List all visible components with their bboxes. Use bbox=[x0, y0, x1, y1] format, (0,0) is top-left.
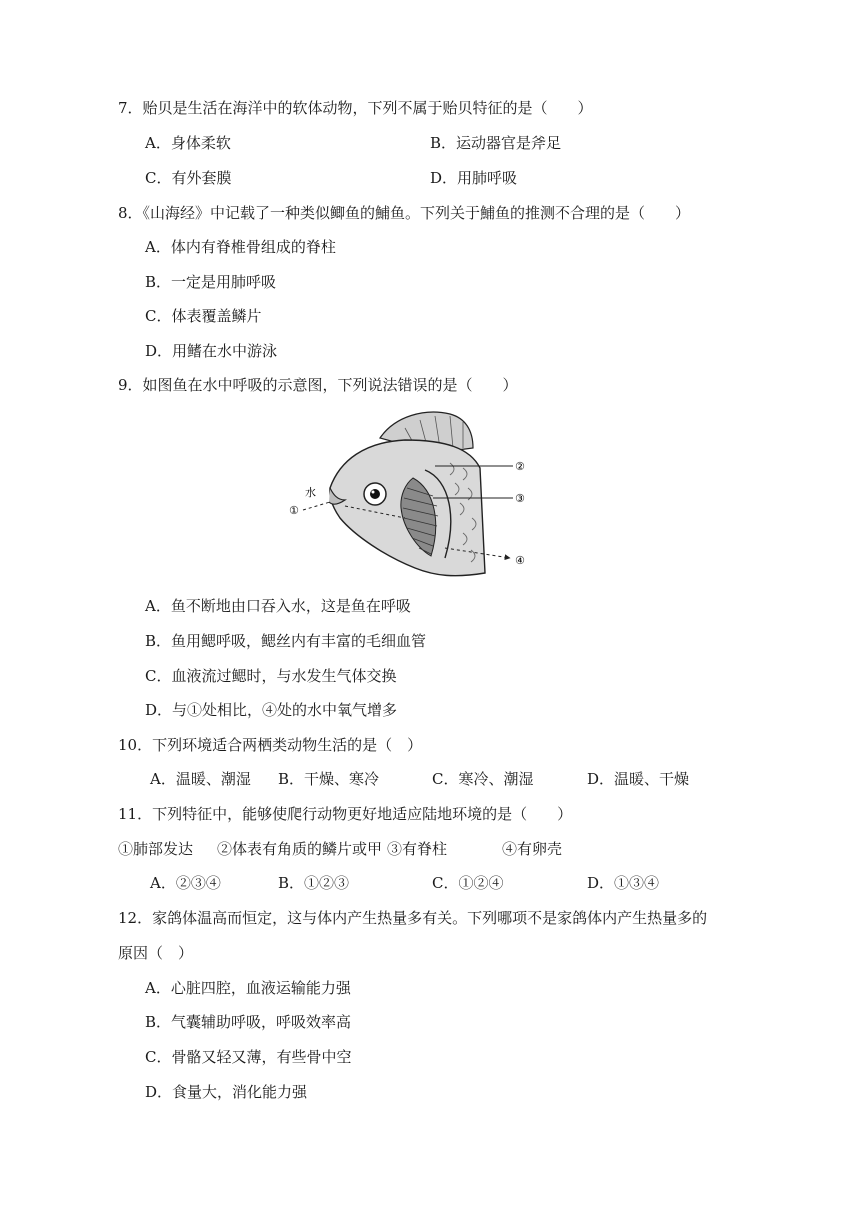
question-7-option-d: D．用肺呼吸 bbox=[430, 169, 518, 187]
question-10-option-a: A．温暖、潮湿 bbox=[150, 770, 251, 788]
question-9-option-d: D．与①处相比，④处的水中氧气增多 bbox=[145, 701, 398, 719]
question-12-option-a: A．心脏四腔，血液运输能力强 bbox=[145, 979, 351, 997]
question-7-option-b: B．运动器官是斧足 bbox=[430, 134, 562, 152]
question-11-option-b: B．①②③ bbox=[278, 874, 350, 892]
question-8-option-a: A．体内有脊椎骨组成的脊柱 bbox=[145, 238, 336, 256]
question-8-option-c: C．体表覆盖鳞片 bbox=[145, 307, 262, 325]
question-9-option-b: B．鱼用鳃呼吸，鳃丝内有丰富的毛细血管 bbox=[145, 632, 427, 650]
question-11-option-a: A．②③④ bbox=[150, 874, 221, 892]
fish-respiration-diagram bbox=[285, 408, 545, 580]
question-10-stem: 10．下列环境适合两栖类动物生活的是（ ） bbox=[118, 736, 423, 754]
question-9-option-c: C．血液流过鳃时，与水发生气体交换 bbox=[145, 667, 397, 685]
question-9-option-a: A．鱼不断地由口吞入水，这是鱼在呼吸 bbox=[145, 597, 411, 615]
question-12-option-b: B．气囊辅助呼吸，呼吸效率高 bbox=[145, 1013, 352, 1031]
question-11-stem: 11．下列特征中，能够使爬行动物更好地适应陆地环境的是（ ） bbox=[118, 805, 573, 823]
label-water: 水 bbox=[305, 486, 316, 499]
label-2: ② bbox=[515, 460, 525, 473]
label-4: ④ bbox=[515, 554, 525, 567]
question-11-option-d: D．①③④ bbox=[587, 874, 660, 892]
question-8-option-d: D．用鳍在水中游泳 bbox=[145, 342, 278, 360]
question-11-option-c: C．①②④ bbox=[432, 874, 504, 892]
question-11-item-1: ①肺部发达 bbox=[118, 840, 194, 858]
question-8-option-b: B．一定是用肺呼吸 bbox=[145, 273, 277, 291]
question-12-stem-line1: 12．家鸽体温高而恒定，这与体内产生热量多有关。下列哪项不是家鸽体内产生热量多的 bbox=[118, 909, 708, 927]
question-12-option-d: D．食量大，消化能力强 bbox=[145, 1083, 308, 1101]
label-1: ① bbox=[289, 504, 299, 517]
question-12-option-c: C．骨骼又轻又薄，有些骨中空 bbox=[145, 1048, 352, 1066]
question-10-option-c: C．寒冷、潮湿 bbox=[432, 770, 534, 788]
question-7-option-a: A．身体柔软 bbox=[145, 134, 231, 152]
question-12-stem-line2: 原因（ ） bbox=[118, 944, 194, 962]
question-10-option-d: D．温暖、干燥 bbox=[587, 770, 690, 788]
question-11-item-3: ③有脊柱 bbox=[387, 840, 448, 858]
question-9-stem: 9．如图鱼在水中呼吸的示意图，下列说法错误的是（ ） bbox=[118, 376, 518, 394]
question-10-option-b: B．干燥、寒冷 bbox=[278, 770, 380, 788]
question-8-stem: 8．《山海经》中记载了一种类似鲫鱼的鯆鱼。下列关于鯆鱼的推测不合理的是（ ） bbox=[118, 204, 691, 222]
label-3: ③ bbox=[515, 492, 525, 505]
question-11-item-2: ②体表有角质的鳞片或甲 bbox=[217, 840, 383, 858]
question-7-option-c: C．有外套膜 bbox=[145, 169, 232, 187]
question-7-stem: 7．贻贝是生活在海洋中的软体动物，下列不属于贻贝特征的是（ ） bbox=[118, 99, 593, 117]
fish-body bbox=[329, 412, 485, 576]
question-11-item-4: ④有卵壳 bbox=[502, 840, 563, 858]
